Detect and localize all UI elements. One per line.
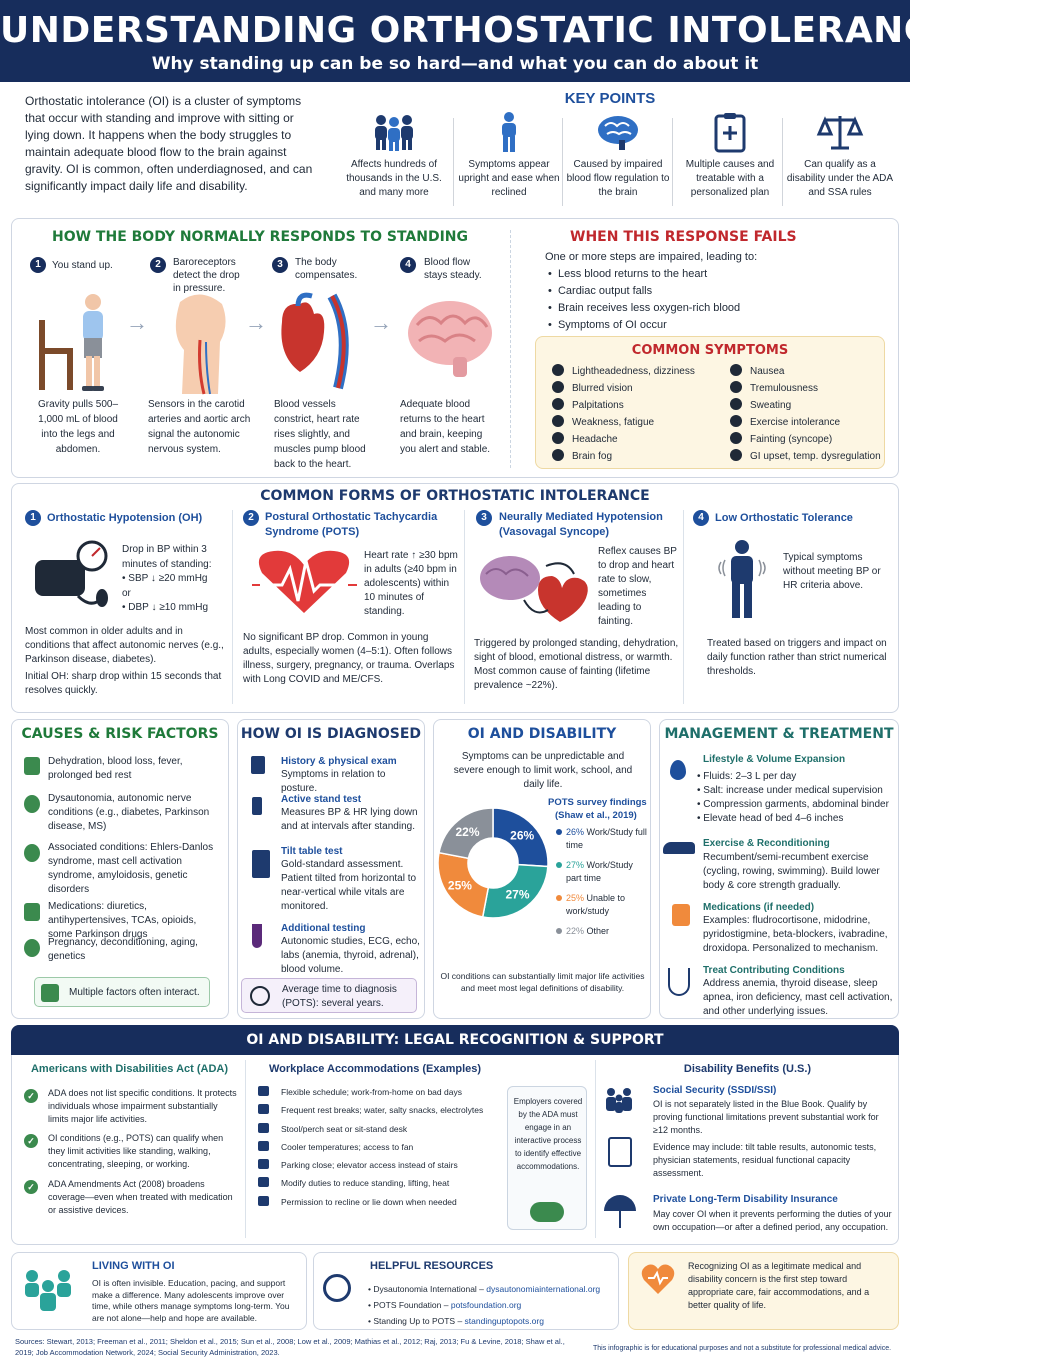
- pregnancy-icon: [24, 939, 40, 957]
- step-description: Gravity pulls 500–1,000 mL of blood into the legs and abdomen.: [37, 399, 119, 455]
- key-points-title: KEY POINTS: [564, 90, 656, 107]
- symptom-item: [552, 414, 722, 431]
- sweat-drop-icon: [730, 398, 742, 410]
- symptoms-left-list: [552, 363, 722, 465]
- form-title: Neurally Mediated Hypotension (Vasovagal Syncope): [499, 511, 663, 538]
- form-number: 1: [25, 510, 41, 526]
- symptom-item: [730, 380, 885, 397]
- symptom-text: Headache: [572, 434, 618, 445]
- nausea-icon: [730, 364, 742, 376]
- community-icon: [22, 1268, 74, 1314]
- key-point: [786, 112, 894, 200]
- stethoscope-icon: [668, 968, 690, 996]
- heartbeat-icon: [552, 398, 564, 410]
- fails-bullet-text: Brain receives less oxygen-rich blood: [557, 302, 741, 314]
- step-description: Adequate blood returns to the heart and brain, keeping you alert and stable.: [400, 399, 491, 455]
- symptom-item: [730, 397, 885, 414]
- key-point: [676, 112, 784, 200]
- ada-item: ADA does not list specific conditions. It protects individuals whose impairment substantially limits major life activities.: [48, 1088, 237, 1124]
- accommodation-text: Modify duties to reduce standing, lifting, heat: [281, 1178, 450, 1189]
- diag-item-desc: Gold-standard assessment. Patient tilted from horizontal to near-vertical while vitals are monitored.: [281, 859, 417, 912]
- fails-bullet-text: Cardiac output falls: [557, 285, 653, 297]
- sneaker-icon: [663, 842, 695, 854]
- ada-item: ADA Amendments Act (2008) broadens coverage—even when treated with medication or assistive devices.: [48, 1179, 233, 1215]
- oh-criterion-sbp: • SBP ↓ ≥20 mmHg: [122, 573, 208, 584]
- disability-intro: Symptoms can be unpredictable and severe enough to limit work, school, and daily life.: [453, 751, 633, 790]
- symptom-item: [552, 448, 722, 465]
- diag-item-title: Active stand test: [281, 794, 362, 805]
- diag-item-title: Tilt table test: [281, 846, 343, 857]
- lot-note: Treated based on triggers and impact on daily function rather than strict numerical thresholds.: [707, 638, 887, 677]
- bicycle-icon: [730, 415, 742, 427]
- fails-bullet-text: Less blood returns to the heart: [557, 268, 708, 280]
- pots-criteria: Heart rate ↑ ≥30 bpm in adults (≥40 bpm in adolescents) within 10 minutes of standing.: [364, 550, 458, 617]
- calendar-icon: [258, 1086, 269, 1096]
- employer-note-box: [507, 1086, 587, 1230]
- sources: Sources: Stewart, 2013; Freeman et al., 2011; Sheldon et al., 2015; Sun et al., 2008; Low et al., 2009; Mathias et al., 2012; Raj, 2013; Fu & Levine, 2018; Shaw et al., 2019; Job Accommodation Network, 2024; Social Security Administration, 2023.: [15, 1337, 565, 1357]
- step-number: 3: [272, 257, 288, 273]
- resource-item: • Dysautonomia International – dysautonomiainternational.org: [368, 1284, 601, 1294]
- symptom-text: Brain fog: [572, 451, 613, 462]
- nmh-criteria: Reflex causes BP to drop and heart rate to slow, sometimes leading to fainting.: [598, 546, 677, 627]
- accommodation-item: [258, 1138, 503, 1156]
- mgmt-item-title: Treat Contributing Conditions: [703, 965, 845, 976]
- symptom-item: [730, 431, 885, 448]
- fails-bullet: • Cardiac output falls: [548, 285, 653, 297]
- accommodations-list: [258, 1083, 503, 1211]
- symptom-item: [552, 380, 722, 397]
- nmh-note: Triggered by prolonged standing, dehydration, sight of blood, emotional distress, or warmth. Most common cause of fainting (lifetime prevalence ~22%).: [474, 638, 679, 691]
- fails-lead: One or more steps are impaired, leading to:: [545, 251, 758, 263]
- stomach-icon: [730, 449, 742, 461]
- lot-criteria: Typical symptoms without meeting BP or HR criteria above.: [783, 552, 881, 591]
- legend-item: [556, 925, 648, 938]
- check-icon: ✓: [24, 1089, 38, 1103]
- employer-note: Employers covered by the ADA must engage in an interactive process to identify effective accommodations.: [513, 1097, 583, 1171]
- ssdi-title: Social Security (SSDI/SSI): [653, 1085, 777, 1096]
- lifestyle-bullet-text: Salt: increase under medical supervision: [703, 785, 883, 796]
- legend-item: [556, 826, 648, 851]
- step-label: Baroreceptors detect the drop in pressure.: [173, 257, 240, 294]
- heart-hand-icon: [640, 1262, 676, 1296]
- diag-item-title: History & physical exam: [281, 756, 397, 767]
- form-title: Postural Orthostatic Tachycardia Syndrome (POTS): [265, 511, 438, 538]
- accommodation-item: [258, 1083, 503, 1101]
- cause-item: Associated conditions: Ehlers-Danlos syndrome, mast cell activation syndrome, amyloidosis, genetic disorders: [48, 842, 214, 895]
- oh-criteria-lead: Drop in BP within 3 minutes of standing:: [122, 544, 212, 570]
- ltd-desc: May cover OI when it prevents performing the duties of your own occupation—or after a defined period, any occupation.: [653, 1209, 892, 1232]
- divider: [245, 1060, 246, 1238]
- management-title: MANAGEMENT & TREATMENT: [664, 726, 894, 742]
- divider: [453, 118, 454, 206]
- weak-person-icon: [552, 415, 564, 427]
- key-point: [340, 112, 448, 200]
- stool-icon: [258, 1123, 269, 1133]
- legend-swatch: [556, 862, 562, 868]
- page-title: UNDERSTANDING ORTHOSTATIC INTOLERANCE (OI): [0, 10, 1048, 51]
- clipboard-list-icon: [251, 756, 265, 774]
- pill-bottle-icon: [672, 904, 690, 926]
- mgmt-item-title: Exercise & Reconditioning: [703, 838, 830, 849]
- step-number: 1: [30, 257, 46, 273]
- resource-link[interactable]: potsfoundation.org: [450, 1300, 522, 1310]
- legend-label: Work/Study part time: [566, 860, 633, 883]
- symptom-text: Nausea: [750, 366, 785, 377]
- diagnosis-title: HOW OI IS DIAGNOSED: [240, 726, 422, 742]
- standing-person-icon: [252, 797, 262, 815]
- puzzle-icon: [41, 984, 59, 1002]
- oh-note: Most common in older adults and in conditions that affect autonomic nerves (e.g., Parkinson disease, diabetes).: [25, 626, 224, 665]
- legend-item: [556, 859, 648, 884]
- step-label: Blood flow stays steady.: [424, 257, 482, 281]
- lifestyle-bullet: • Compression garments, abdominal binder: [697, 799, 889, 810]
- accommodation-item: [258, 1156, 503, 1174]
- mgmt-item-title: Medications (if needed): [703, 902, 815, 913]
- step-number: 4: [400, 257, 416, 273]
- legal-title: OI AND DISABILITY: LEGAL RECOGNITION & SUPPORT: [246, 1032, 664, 1048]
- symptoms-right-list: [730, 363, 885, 465]
- resource-name: Standing Up to POTS –: [373, 1316, 465, 1326]
- heart-ecg-icon: [252, 547, 357, 617]
- form-number: 2: [243, 510, 259, 526]
- handshake-icon: [530, 1202, 564, 1222]
- disability-note: OI conditions can substantially limit major life activities and meet most legal definitions of disability.: [440, 971, 645, 993]
- step-description: Sensors in the carotid arteries and aortic arch signal the autonomic nervous system.: [148, 399, 251, 455]
- divider: [683, 510, 684, 704]
- clock-icon: [250, 986, 270, 1006]
- key-point: [564, 112, 672, 200]
- divider: [510, 230, 511, 468]
- cause-item: Pregnancy, deconditioning, aging, genetics: [48, 937, 198, 962]
- symptom-item: [730, 363, 885, 380]
- brain-icon: [595, 112, 641, 152]
- symptom-item: [730, 414, 885, 431]
- people-icon: [369, 112, 419, 152]
- resource-link[interactable]: standinguptopots.org: [464, 1316, 544, 1326]
- symptom-text: Fainting (syncope): [750, 434, 833, 445]
- form-title: Orthostatic Hypotension (OH): [47, 512, 203, 524]
- accommodation-item: [258, 1174, 503, 1192]
- resource-name: Dysautonomia International –: [373, 1284, 487, 1294]
- resource-name: POTS Foundation –: [373, 1300, 451, 1310]
- legend-percent: 25%: [566, 893, 587, 903]
- test-tube-icon: [252, 924, 262, 948]
- oh-criterion-or: or: [122, 587, 131, 599]
- mgmt-item-desc: Examples: fludrocortisone, midodrine, pyridostigmine, beta-blockers, ivabradine, droxidopa. Personalized to mechanism.: [703, 915, 888, 954]
- diagnosis-note: Average time to diagnosis (POTS): several years.: [282, 984, 397, 1009]
- lifestyle-bullet: • Elevate head of bed 4–6 inches: [697, 813, 844, 824]
- divider: [672, 118, 673, 206]
- check-icon: ✓: [24, 1180, 38, 1194]
- accommodation-item: [258, 1193, 503, 1211]
- arrow-right-icon: →: [370, 310, 392, 335]
- step-number: 2: [150, 257, 166, 273]
- cause-item: Dehydration, blood loss, fever, prolonged bed rest: [48, 756, 183, 781]
- pots-note: No significant BP drop. Common in young adults, especially women (4–5:1). Often follows illness, surgery, pregnancy, or trauma. Overlaps with Long COVID and ME/CFS.: [243, 632, 455, 685]
- ssdi-desc: OI is not separately listed in the Blue Book. Qualify by proving functional limitations prevent substantial work for ≥12 months.: [653, 1099, 879, 1135]
- arrow-right-icon: →: [126, 310, 148, 335]
- brain-illustration: [405, 295, 495, 380]
- oh-criterion-dbp: • DBP ↓ ≥10 mmHg: [122, 602, 209, 613]
- scales-icon: [817, 112, 863, 152]
- causes-title: CAUSES & RISK FACTORS: [21, 726, 219, 742]
- donut-slice-label: 25%: [447, 878, 472, 893]
- fainting-icon: [730, 432, 742, 444]
- fails-bullet: • Brain receives less oxygen-rich blood: [548, 302, 741, 314]
- brain-heart-reflex-icon: [476, 548, 596, 628]
- legend-label: Unable to work/study: [566, 893, 626, 916]
- symptom-item: [552, 397, 722, 414]
- legend-swatch: [556, 829, 562, 835]
- standing-person-illustration: [35, 292, 110, 392]
- diag-item-desc: Autonomic studies, ECG, echo, labs (anemia, thyroid, adrenal), blood volume.: [281, 936, 420, 975]
- clipboard-icon: [713, 112, 747, 152]
- umbrella-handle: [619, 1210, 621, 1228]
- accommodations-title: Workplace Accommodations (Examples): [268, 1063, 482, 1075]
- page-subtitle: Why standing up can be so hard—and what you can do about it: [151, 54, 759, 74]
- symptom-text: Weakness, fatigue: [572, 417, 655, 428]
- legend-swatch: [556, 928, 562, 934]
- bed-icon: [258, 1196, 269, 1206]
- diag-item-desc: Measures BP & HR lying down and at intervals after standing.: [281, 807, 418, 832]
- resources-list: [368, 1281, 618, 1329]
- lifestyle-bullet: • Salt: increase under medical supervision: [697, 785, 883, 796]
- intro-text: Orthostatic intolerance (OI) is a cluster of symptoms that occur with standing and improve with sitting or lying down. It happens when the body struggles to maintain adequate blood flow to the brain against gravity. OI is common, often underdiagnosed, and can significantly impact daily life and disability.: [25, 94, 313, 193]
- eye-icon: [552, 381, 564, 393]
- living-title: LIVING WITH OI: [92, 1260, 175, 1272]
- tilt-table-icon: [252, 850, 270, 878]
- divider: [232, 510, 233, 704]
- causes-note-box: [34, 977, 210, 1007]
- resource-item: • POTS Foundation – potsfoundation.org: [368, 1300, 522, 1310]
- neck-illustration: [160, 290, 245, 395]
- recognize-text: Recognizing OI as a legitimate medical and disability concern is the first step toward appropriate care, fair accommodations, and a better quality of life.: [688, 1261, 870, 1310]
- ada-title: Americans with Disabilities Act (ADA): [30, 1063, 229, 1075]
- accommodation-item: [258, 1101, 503, 1119]
- step-label: The body compensates.: [295, 257, 358, 281]
- symptom-text: Exercise intolerance: [750, 417, 841, 428]
- step-description: Blood vessels constrict, heart rate rises slightly, and muscles pump blood back to the heart.: [274, 399, 366, 470]
- symptom-text: Tremulousness: [750, 383, 818, 394]
- key-point: [455, 112, 563, 200]
- divider: [595, 1060, 596, 1238]
- survey-title: POTS survey findings: [548, 797, 647, 808]
- fails-bullet: • Symptoms of OI occur: [548, 319, 667, 331]
- check-icon: ✓: [24, 1134, 38, 1148]
- normal-response-title: HOW THE BODY NORMALLY RESPONDS TO STANDING: [52, 229, 469, 245]
- resource-link[interactable]: dysautonomiainternational.org: [486, 1284, 601, 1294]
- living-text: OI is often invisible. Education, pacing, and support make a difference. Many adolescents improve over time, while others manage symptoms long-term. You are not alone—help and hope are available.: [92, 1278, 290, 1323]
- form-number: 4: [693, 510, 709, 526]
- diag-item-title: Additional testing: [281, 923, 366, 934]
- accommodation-text: Parking close; elevator access instead of stairs: [281, 1160, 458, 1171]
- bp-cuff-icon: [30, 538, 115, 613]
- diagnosis-note-box: [241, 978, 417, 1013]
- symptom-text: GI upset, temp. dysregulation: [750, 451, 881, 462]
- resources-title: HELPFUL RESOURCES: [370, 1260, 494, 1272]
- mgmt-item-desc: Recumbent/semi-recumbent exercise (cycling, rowing, swimming). Build lower body & core strength gradually.: [703, 852, 880, 891]
- key-point-text: Caused by impaired blood flow regulation to the brain: [566, 159, 670, 198]
- survey-source: (Shaw et al., 2019): [555, 810, 637, 821]
- form-title: Low Orthostatic Tolerance: [715, 512, 853, 524]
- pill-icon: [24, 903, 40, 921]
- legend-percent: 26%: [566, 827, 587, 837]
- legend-item: [556, 892, 648, 917]
- common-forms-title: COMMON FORMS OF ORTHOSTATIC INTOLERANCE: [260, 488, 650, 504]
- key-point-text: Can qualify as a disability under the ADA and SSA rules: [786, 159, 894, 198]
- oh-note-initial: Initial OH: sharp drop within 15 seconds that resolves quickly.: [25, 671, 222, 696]
- pots-survey-donut-chart: [436, 793, 551, 933]
- lifestyle-bullet: • Fluids: 2–3 L per day: [697, 771, 797, 782]
- symptom-item: [730, 448, 885, 465]
- evidence-desc: Evidence may include: tilt table results, autonomic tests, physician statements, residual functional capacity assessment.: [653, 1142, 877, 1178]
- accommodation-text: Frequent rest breaks; water, salty snacks, electrolytes: [281, 1105, 484, 1116]
- wobbly-person-icon: [717, 540, 767, 620]
- symptom-item: [552, 363, 722, 380]
- heart-vessel-illustration: [272, 292, 364, 392]
- tremor-icon: [730, 381, 742, 393]
- mgmt-item-title: Lifestyle & Volume Expansion: [703, 754, 846, 765]
- cause-item: Dysautonomia, autonomic nerve conditions (e.g., diabetes, Parkinson disease, MS): [48, 793, 210, 832]
- lifestyle-bullets: [697, 770, 895, 826]
- lifestyle-bullet-text: Elevate head of bed 4–6 inches: [703, 813, 844, 824]
- cause-item: Medications: diuretics, antihypertensives, TCAs, opioids, some Parkinson drugs: [48, 901, 197, 940]
- brain-fog-icon: [552, 449, 564, 461]
- legend-percent: 22%: [566, 926, 587, 936]
- globe-icon: [323, 1274, 351, 1302]
- donut-slice-label: 26%: [510, 828, 535, 843]
- benefits-title: Disability Benefits (U.S.): [683, 1063, 812, 1075]
- person-standing-icon: [494, 112, 524, 152]
- family-icon: [603, 1086, 635, 1114]
- arrow-right-icon: →: [245, 310, 267, 335]
- accommodation-item: [258, 1120, 503, 1138]
- hand-icon: [258, 1177, 269, 1187]
- key-point-text: Multiple causes and treatable with a personalized plan: [685, 159, 775, 198]
- legend-label: Other: [586, 926, 610, 936]
- legend-label: Work/Study full time: [566, 827, 647, 850]
- lifestyle-bullet-text: Fluids: 2–3 L per day: [703, 771, 797, 782]
- ltd-title: Private Long-Term Disability Insurance: [653, 1194, 838, 1205]
- dizzy-icon: [552, 364, 564, 376]
- oh-criteria: [122, 543, 227, 616]
- parking-icon: [258, 1159, 269, 1169]
- resource-item: • Standing Up to POTS – standinguptopots.org: [368, 1316, 544, 1326]
- nerve-icon: [24, 795, 40, 813]
- lifestyle-bullet-text: Compression garments, abdominal binder: [703, 799, 889, 810]
- water-drop-icon: [670, 760, 686, 780]
- header-banner: [0, 0, 1048, 82]
- mgmt-item-desc: Address anemia, thyroid disease, sleep apnea, iron deficiency, mast cell activation, and other underlying issues.: [703, 978, 893, 1017]
- document-icon: [608, 1137, 632, 1167]
- accommodation-text: Cooler temperatures; access to fan: [281, 1141, 414, 1152]
- molecule-icon: [24, 844, 40, 862]
- diag-item-desc: Symptoms in relation to posture.: [281, 769, 386, 794]
- common-symptoms-title: COMMON SYMPTOMS: [631, 343, 789, 358]
- causes-note: Multiple factors often interact.: [69, 987, 200, 998]
- ada-item: OI conditions (e.g., POTS) can qualify when they limit activities like standing, walking, concentrating, sleeping, or working.: [48, 1133, 224, 1169]
- family-icon-svg: [603, 1086, 635, 1114]
- disclaimer: This infographic is for educational purposes and not a substitute for professional medical advice.: [593, 1345, 892, 1352]
- coffee-icon: [258, 1104, 269, 1114]
- accommodation-text: Flexible schedule; work-from-home on bad days: [281, 1087, 462, 1097]
- water-bottle-icon: [24, 757, 40, 775]
- key-point-text: Affects hundreds of thousands in the U.S. and many more: [346, 159, 442, 198]
- accommodation-text: Stool/perch seat or sit-stand desk: [281, 1123, 408, 1134]
- fails-title: WHEN THIS RESPONSE FAILS: [570, 229, 797, 245]
- legend-swatch: [556, 895, 562, 901]
- survey-legend: [556, 826, 648, 946]
- symptom-text: Sweating: [750, 400, 792, 411]
- donut-slice-label: 27%: [505, 887, 530, 902]
- fails-bullet-text: Symptoms of OI occur: [557, 319, 667, 331]
- symptom-text: Palpitations: [572, 400, 624, 411]
- symptom-text: Lightheadedness, dizziness: [572, 366, 695, 377]
- key-point-text: Symptoms appear upright and ease when reclined: [458, 159, 560, 198]
- form-number: 3: [476, 510, 492, 526]
- symptom-text: Blurred vision: [572, 383, 633, 394]
- donut-slice-label: 22%: [455, 825, 480, 840]
- disability-title: OI AND DISABILITY: [467, 726, 617, 742]
- accommodation-text: Permission to recline or lie down when needed: [281, 1196, 457, 1207]
- step-label: You stand up.: [52, 260, 113, 271]
- divider: [464, 510, 465, 704]
- fan-icon: [258, 1141, 269, 1151]
- symptom-item: [552, 431, 722, 448]
- fails-bullet: • Less blood returns to the heart: [548, 268, 708, 280]
- legend-percent: 27%: [566, 860, 587, 870]
- headache-icon: [552, 432, 564, 444]
